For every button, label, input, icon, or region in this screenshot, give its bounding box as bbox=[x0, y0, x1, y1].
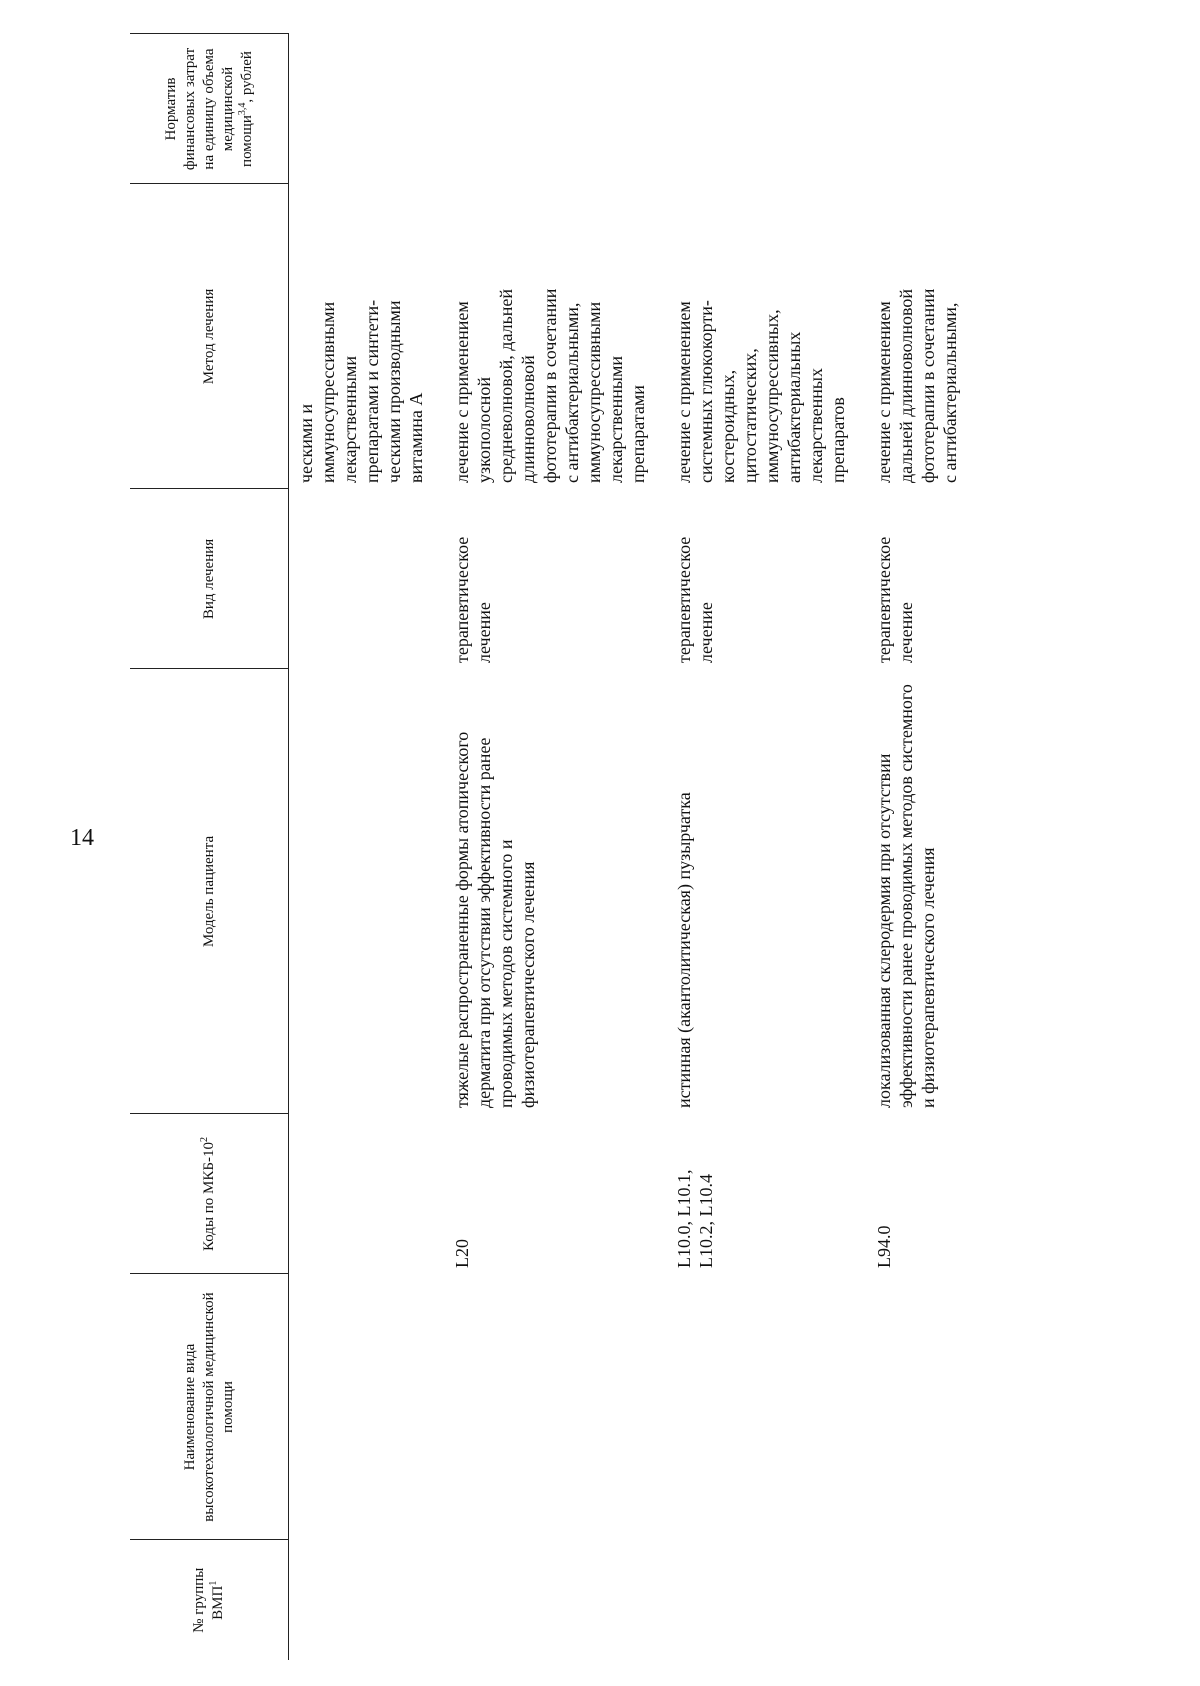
cell-vmp-name bbox=[867, 1274, 979, 1540]
rotated-table-container bbox=[130, 34, 1180, 1660]
cell-method: лечение с применением системных глюкокорти- костероидных, цитостатических, иммуносупрессивных, антибактериальных лекарственных препаратов bbox=[674, 300, 848, 483]
table-row bbox=[867, 34, 979, 1660]
cell-method: лечение с применением узкополосной средневолновой, дальней длинноволновой фототерапии в сочетании с антибактериальными, иммуносупрессивными лекарственными препаратами bbox=[452, 288, 648, 483]
cell-group-no bbox=[445, 1540, 667, 1660]
cell-type bbox=[289, 489, 446, 669]
cell-codes: L10.0, L10.1, L10.2, L10.4 bbox=[674, 1169, 716, 1268]
header-mkb-codes: Коды по МКБ-$10^2$ bbox=[130, 1114, 289, 1274]
cell-cost bbox=[445, 34, 667, 184]
cell-group-no bbox=[867, 1540, 979, 1660]
cell-cost bbox=[667, 34, 867, 184]
page-number: 14 bbox=[70, 825, 94, 851]
cell-codes: L20 bbox=[452, 1239, 472, 1268]
cell-cost bbox=[289, 34, 446, 184]
cell-model: локализованная склеродермия при отсутствии эффективности ранее проводимых методов системного и физиотерапевтического лечения bbox=[874, 684, 938, 1108]
cell-type: терапевтическое лечение bbox=[874, 536, 916, 663]
cell-cost bbox=[867, 34, 979, 184]
cell-model: истинная (акантолитическая) пузырчатка bbox=[674, 792, 694, 1108]
header-group-no: № группы ВМП$^1$ bbox=[130, 1540, 289, 1660]
cell-type: терапевтическое лечение bbox=[452, 536, 494, 663]
cell-method: ческими и иммуносупрессивными лекарственными препаратами и синтети- ческими производными витамина А bbox=[296, 299, 426, 483]
cell-vmp-name bbox=[289, 1274, 446, 1540]
cell-method: лечение с применением дальней длинноволновой фототерапии в сочетании с антибактериальными, bbox=[874, 288, 960, 483]
table-row bbox=[289, 34, 446, 1660]
header-treatment-type: Вид лечения bbox=[130, 489, 289, 669]
cell-vmp-name bbox=[445, 1274, 667, 1540]
cell-group-no bbox=[667, 1540, 867, 1660]
cell-model bbox=[289, 669, 446, 1114]
header-vmp-name: Наименование вида высокотехнологичной медицинской помощи bbox=[130, 1274, 289, 1540]
table-row bbox=[445, 34, 667, 1660]
header-treatment-method: Метод лечения bbox=[130, 184, 289, 489]
header-cost-standard: Норматив финансовых затрат на единицу объема медицинской помощи$^{3,4}$, рублей bbox=[130, 34, 289, 184]
header-patient-model: Модель пациента bbox=[130, 669, 289, 1114]
table-row bbox=[667, 34, 867, 1660]
cell-group-no bbox=[289, 1540, 446, 1660]
cell-codes: L94.0 bbox=[874, 1225, 894, 1268]
cell-model: тяжелые распространенные формы атопического дерматита при отсутствии эффективности ранее проводимых методов системного и физиотерапевтического лечения bbox=[452, 731, 538, 1108]
cell-type: терапевтическое лечение bbox=[674, 536, 716, 663]
cell-vmp-name bbox=[667, 1274, 867, 1540]
vmp-table bbox=[130, 34, 979, 1661]
cell-codes bbox=[289, 1114, 446, 1274]
table-header-row bbox=[130, 34, 289, 1660]
